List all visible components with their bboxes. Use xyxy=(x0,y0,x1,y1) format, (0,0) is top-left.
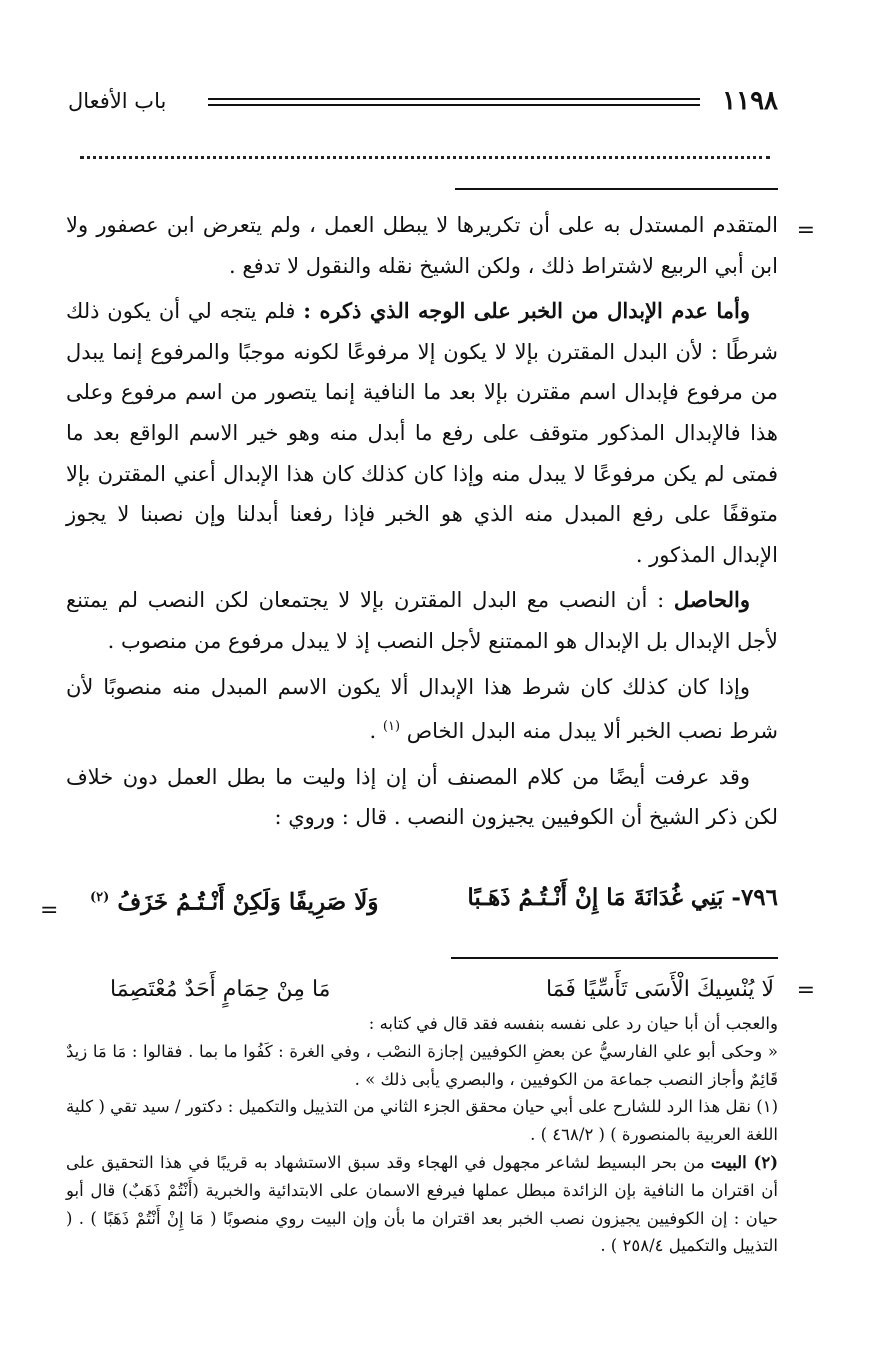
paragraph-2 xyxy=(66,291,778,575)
paragraph-1 xyxy=(66,205,778,286)
chapter-title: باب الأفعال xyxy=(68,89,167,113)
footnote-1: (١) نقل هذا الرد للشارح على أبي حيان محقق الجزء الثاني من التذييل والتكميل : دكتور / سيد تقي ( كلية اللغة العربية بالمنصورة ) ( ٤٦٨/٢ ) . xyxy=(66,1097,778,1145)
paragraph-2-text: فلم يتجه لي أن يكون ذلك شرطًا : لأن البدل المقترن بإلا لا يكون إلا مرفوعًا لكونه موجبًا والمرفوع إنما يبدل من مرفوع فإبدال اسم مقترن بإلا بعد ما النافية إنما يتصور من اسم مرفوع وعلى هذا فالإبدال المذكور متوقف على رفع ما أبدل منه وهو خير الاسم الواقع بعد ما فمتى لم يكن مرفوعًا لا يبدل منه وإذا كان كذلك كان هذا الإبدال أعني المقترن بإلا متوقفًا على رفع المبدل منه الذي هو الخبر فإذا رفعنا أبدلنا وإن نصبنا لا يجوز الإبدال المذكور . xyxy=(66,299,778,567)
page-number: ١١٩٨ xyxy=(722,86,778,116)
continuation-mark-top: = xyxy=(796,218,815,243)
verse-first-hemistich xyxy=(467,876,778,920)
footnote-quote: « وحكى أبو علي الفارسيُّ عن بعضِ الكوفيين إجازة النصْب ، وفي الغرة : كَفُوا ما بما . فقالوا : مَا مَا زيدٌ قَائِمٌ وأجاز النصب جماعة من الكوفيين ، والبصري يأبى ذلك » . xyxy=(66,1041,778,1089)
footnote-2 xyxy=(66,1149,778,1260)
continuation-mark-verse: = xyxy=(40,898,59,923)
verse-number: ٧٩٦- xyxy=(731,884,778,911)
footnote-continuation-a: والعجب أن أبا حيان رد على نفسه بنفسه فقد قال في كتابه : xyxy=(368,1014,778,1033)
dotted-separator xyxy=(80,156,770,159)
footnote-verse-hemistich-1: لَا يُنْسِيكَ الْأَسَى تَأَسِّيًا فَمَا xyxy=(545,977,774,1002)
footnote-ref-1: (١) xyxy=(382,719,401,735)
verse-hemistich-1-text: بَنِي غُدَانَةَ مَا إِنْ أَنْـتُـمُ ذَهَـبًا xyxy=(467,884,724,911)
poetry-verse xyxy=(90,876,778,920)
paragraph-4-text: وإذا كان كذلك كان شرط هذا الإبدال ألا يكون الاسم المبدل منه منصوبًا لأن شرط نصب الخبر ألا يبدل منه البدل الخاص xyxy=(66,674,778,744)
paragraph-3 xyxy=(66,580,778,661)
paragraph-3-heading: والحاصل xyxy=(673,587,750,613)
header-double-rule xyxy=(208,98,700,106)
footnote-2-text: من بحر البسيط لشاعر مجهول في الهجاء وقد سبق الاستشهاد به قريبًا في هذا التحقيق على أن اقتران ما النافية بإن الزائدة مبطل عملها فيرفع الاسمان على الابتدائية والخبرية (أَنْتُمْ ذَهَبٌ) قال أبو حيان : إن الكوفيين يجيزون نصب الخبر بعد اقتران ما بأن وإن البيت روي منصوبًا ( مَا إِنْ أَنْتُمْ ذَهَبًا ) . ( التذييل والتكميل ٢٥٨/٤ ) . xyxy=(66,1152,778,1256)
running-head xyxy=(68,84,778,118)
footnote-2-label: (٢) البيت xyxy=(710,1152,779,1172)
paragraph-5 xyxy=(66,757,778,838)
verse-hemistich-2-text: وَلَا صَرِيفًا وَلَكِنْ أَنْـتُـمُ خَزَفُ xyxy=(117,888,379,916)
footnote-verse xyxy=(110,970,774,1010)
footnotes xyxy=(66,1010,778,1260)
continuation-mark-footnote: = xyxy=(796,978,815,1003)
footnote-separator xyxy=(451,957,778,959)
footnote-ref-2: (٢) xyxy=(90,890,110,905)
verse-second-hemistich xyxy=(90,876,378,925)
paragraph-4-end: . xyxy=(369,719,383,744)
paragraph-1-text: المتقدم المستدل به على أن تكريرها لا يبطل العمل ، ولم يتعرض ابن عصفور ولا ابن أبي الربيع لاشتراط ذلك ، ولكن الشيخ نقله والنقول لا تدفع . xyxy=(66,213,778,278)
paragraph-4 xyxy=(66,667,778,752)
paragraph-5-text: وقد عرفت أيضًا من كلام المصنف أن إن إذا وليت ما بطل العمل دون خلاف لكن ذكر الشيخ أن الكوفيين يجيزون النصب . قال : وروي : xyxy=(66,764,778,830)
footnote-verse-hemistich-2: مَا مِنْ حِمَامٍ أَحَدٌ مُعْتَصِمَا xyxy=(110,977,331,1002)
paragraph-3-text: : أن النصب مع البدل المقترن بإلا لا يجتمعان لكن النصب لم يمتنع لأجل الإبدال بل الإبدال هو الممتنع لأجل النصب إذ لا يبدل مرفوع من منصوب . xyxy=(66,588,778,653)
continuation-rule xyxy=(455,188,778,190)
paragraph-2-heading: وأما عدم الإبدال من الخبر على الوجه الذي ذكره : xyxy=(303,298,750,324)
main-text xyxy=(66,205,778,838)
